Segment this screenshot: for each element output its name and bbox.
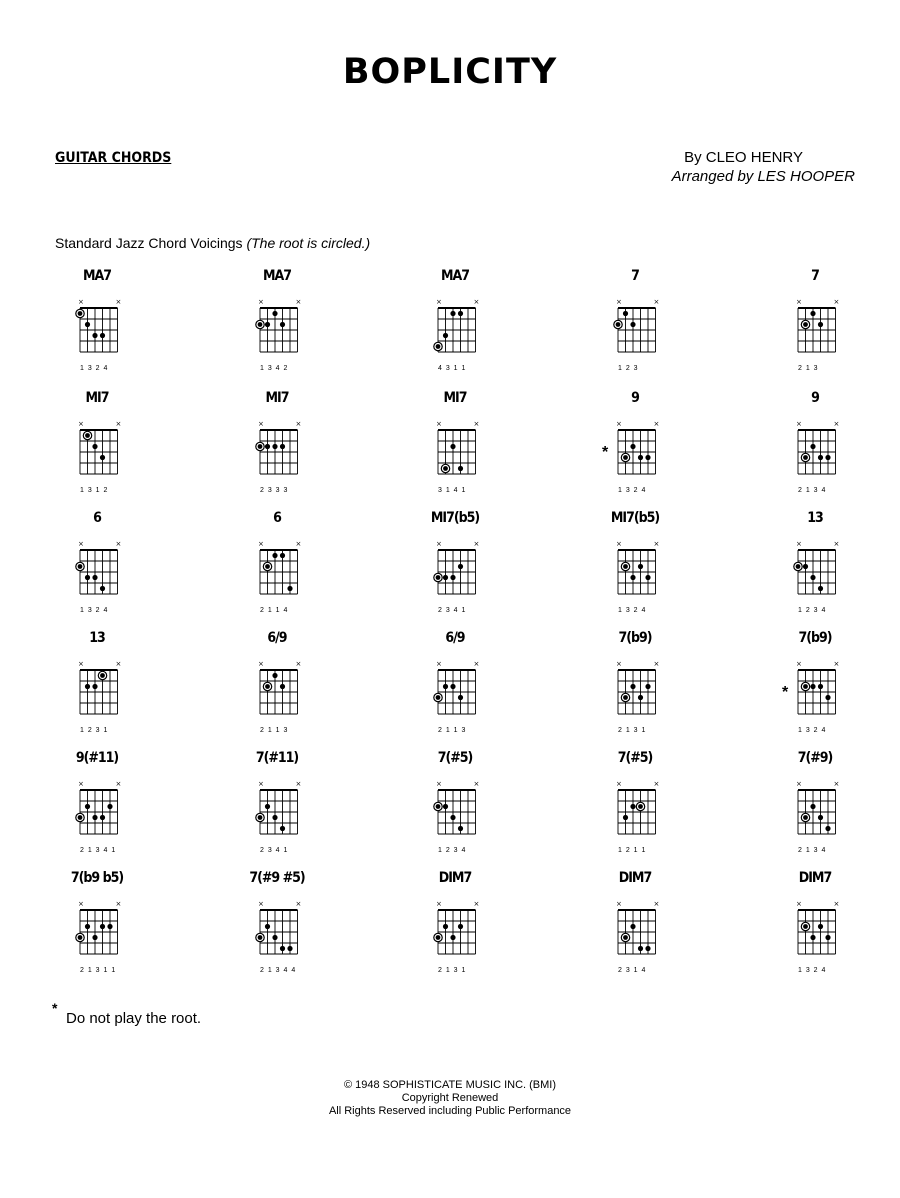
svg-text:×: × bbox=[78, 420, 84, 428]
chord-name: 9(#11) bbox=[75, 750, 119, 766]
chord-diagram bbox=[590, 750, 680, 860]
fretboard-grid bbox=[232, 630, 322, 730]
svg-text:×: × bbox=[295, 900, 302, 908]
svg-text:×: × bbox=[653, 420, 660, 428]
svg-text:×: × bbox=[436, 298, 442, 306]
svg-text:×: × bbox=[258, 298, 264, 306]
chord-diagram bbox=[52, 630, 142, 740]
svg-text:×: × bbox=[78, 900, 84, 908]
fretboard-grid bbox=[590, 390, 680, 490]
svg-text:×: × bbox=[295, 298, 302, 306]
chord-diagram bbox=[770, 870, 860, 980]
svg-text:×: × bbox=[833, 420, 840, 428]
fretboard-grid bbox=[410, 510, 500, 610]
svg-text:×: × bbox=[833, 540, 840, 548]
fretboard-grid bbox=[770, 750, 860, 850]
voicing-note-main: Standard Jazz Chord Voicings bbox=[55, 235, 243, 251]
fretboard-grid bbox=[232, 268, 322, 368]
svg-text:×: × bbox=[258, 780, 264, 788]
svg-text:×: × bbox=[115, 540, 122, 548]
fretboard-grid bbox=[52, 510, 142, 610]
svg-text:×: × bbox=[115, 900, 122, 908]
chord-diagram bbox=[52, 390, 142, 500]
svg-text:×: × bbox=[258, 900, 264, 908]
svg-text:×: × bbox=[436, 420, 442, 428]
footnote-text: Do not play the root. bbox=[66, 1010, 202, 1027]
svg-text:×: × bbox=[115, 298, 122, 306]
fretboard-grid bbox=[52, 390, 142, 490]
arranger-credit: Arranged by LES HOOPER bbox=[671, 168, 855, 185]
chord-diagram bbox=[410, 390, 500, 500]
copyright-line-1: © 1948 SOPHISTICATE MUSIC INC. (BMI) bbox=[343, 1079, 557, 1091]
svg-text:×: × bbox=[796, 420, 802, 428]
svg-text:×: × bbox=[295, 660, 302, 668]
fretboard-grid bbox=[232, 510, 322, 610]
svg-text:×: × bbox=[796, 780, 802, 788]
fretboard-grid bbox=[410, 390, 500, 490]
chord-name: 7(#9) bbox=[797, 750, 833, 766]
voicing-note-paren: (The root is circled.) bbox=[246, 235, 371, 251]
chord-fingering: 1 2 1 1 bbox=[618, 847, 647, 854]
chord-diagram bbox=[52, 870, 142, 980]
chord-name: 7(#11) bbox=[255, 750, 299, 766]
chord-fingering: 2 3 4 1 bbox=[438, 607, 467, 614]
svg-text:×: × bbox=[796, 298, 802, 306]
chord-fingering: 1 3 1 2 bbox=[80, 487, 109, 494]
fretboard-grid bbox=[52, 750, 142, 850]
chord-name: DIM7 bbox=[438, 870, 472, 886]
fretboard-grid bbox=[52, 268, 142, 368]
svg-text:×: × bbox=[653, 660, 660, 668]
chord-diagram bbox=[590, 630, 680, 740]
fretboard-grid bbox=[770, 510, 860, 610]
fretboard-grid bbox=[52, 630, 142, 730]
chord-diagram bbox=[232, 510, 322, 620]
svg-text:×: × bbox=[833, 780, 840, 788]
chord-diagram bbox=[232, 630, 322, 740]
chord-fingering: 1 3 4 2 bbox=[260, 365, 289, 372]
chord-fingering: 1 3 2 4 bbox=[798, 967, 827, 974]
svg-text:×: × bbox=[833, 660, 840, 668]
chord-diagram bbox=[770, 750, 860, 860]
fretboard-grid bbox=[590, 268, 680, 368]
svg-text:×: × bbox=[258, 420, 264, 428]
chord-fingering: 1 3 2 4 bbox=[798, 727, 827, 734]
chord-diagram bbox=[770, 390, 860, 500]
chord-name: 7(#5) bbox=[617, 750, 653, 766]
copyright-line-3: All Rights Reserved including Public Performance bbox=[328, 1105, 572, 1117]
fretboard-grid bbox=[590, 870, 680, 970]
svg-text:×: × bbox=[653, 780, 660, 788]
chord-diagram bbox=[770, 630, 860, 740]
chord-name: 7 bbox=[631, 268, 639, 284]
chord-diagram bbox=[590, 510, 680, 620]
svg-text:×: × bbox=[78, 540, 84, 548]
svg-text:×: × bbox=[616, 298, 622, 306]
chord-diagram bbox=[232, 870, 322, 980]
svg-text:×: × bbox=[616, 540, 622, 548]
svg-text:×: × bbox=[616, 420, 622, 428]
svg-text:×: × bbox=[616, 900, 622, 908]
chord-name: MA7 bbox=[82, 268, 112, 284]
chord-fingering: 3 1 4 1 bbox=[438, 487, 467, 494]
chord-fingering: 4 3 1 1 bbox=[438, 365, 467, 372]
chord-diagram bbox=[590, 268, 680, 378]
chord-fingering: 2 1 1 3 bbox=[260, 727, 289, 734]
svg-text:×: × bbox=[436, 900, 442, 908]
svg-text:×: × bbox=[473, 900, 480, 908]
svg-text:×: × bbox=[616, 780, 622, 788]
svg-text:×: × bbox=[473, 420, 480, 428]
chord-name: MI7 bbox=[443, 390, 467, 406]
chord-name: 13 bbox=[807, 510, 823, 526]
chord-fingering: 2 1 3 1 1 bbox=[80, 967, 117, 974]
chord-diagram bbox=[232, 268, 322, 378]
fretboard-grid bbox=[410, 870, 500, 970]
chord-name: 13 bbox=[89, 630, 105, 646]
chord-fingering: 2 1 1 4 bbox=[260, 607, 289, 614]
svg-text:×: × bbox=[473, 780, 480, 788]
chord-name: MA7 bbox=[262, 268, 292, 284]
fretboard-grid bbox=[590, 510, 680, 610]
svg-text:×: × bbox=[796, 900, 802, 908]
chord-fingering: 2 1 3 1 bbox=[438, 967, 467, 974]
chord-name: 9 bbox=[811, 390, 819, 406]
svg-text:×: × bbox=[115, 660, 122, 668]
chord-diagram bbox=[52, 750, 142, 860]
fretboard-grid bbox=[410, 630, 500, 730]
page-title: BOPLICITY bbox=[342, 52, 558, 92]
svg-text:×: × bbox=[258, 660, 264, 668]
svg-text:×: × bbox=[295, 420, 302, 428]
chord-fingering: 2 1 3 4 bbox=[798, 847, 827, 854]
svg-text:×: × bbox=[78, 298, 84, 306]
svg-text:×: × bbox=[295, 780, 302, 788]
chord-fingering: 1 2 3 4 bbox=[798, 607, 827, 614]
voicing-note bbox=[55, 235, 370, 251]
chord-diagram bbox=[232, 750, 322, 860]
chord-diagram bbox=[410, 268, 500, 378]
chord-diagram bbox=[52, 510, 142, 620]
no-root-mark: * bbox=[782, 684, 789, 701]
chord-fingering: 2 1 3 4 1 bbox=[80, 847, 117, 854]
chord-fingering: 1 3 2 4 bbox=[618, 607, 647, 614]
chord-name: MI7(b5) bbox=[430, 510, 480, 526]
fretboard-grid bbox=[770, 630, 860, 730]
chord-name: MI7 bbox=[265, 390, 289, 406]
chord-fingering: 2 1 3 4 bbox=[798, 487, 827, 494]
chord-fingering: 1 2 3 4 bbox=[438, 847, 467, 854]
chord-diagram bbox=[410, 750, 500, 860]
chord-name: 6 bbox=[273, 510, 281, 526]
chord-diagram bbox=[590, 390, 680, 500]
svg-text:×: × bbox=[78, 660, 84, 668]
fretboard-grid bbox=[590, 750, 680, 850]
chord-name: 6/9 bbox=[445, 630, 465, 646]
svg-text:×: × bbox=[436, 540, 442, 548]
svg-text:×: × bbox=[473, 660, 480, 668]
chord-fingering: 1 3 2 4 bbox=[80, 607, 109, 614]
credits bbox=[672, 148, 855, 186]
fretboard-grid bbox=[590, 630, 680, 730]
fretboard-grid bbox=[770, 390, 860, 490]
chord-name: 7 bbox=[811, 268, 819, 284]
chord-fingering: 2 3 1 4 bbox=[618, 967, 647, 974]
composer-credit: By CLEO HENRY bbox=[684, 149, 803, 166]
part-label: GUITAR CHORDS bbox=[55, 150, 172, 166]
chord-fingering: 1 2 3 1 bbox=[80, 727, 109, 734]
no-root-mark: * bbox=[602, 444, 609, 461]
chord-diagram bbox=[770, 510, 860, 620]
fretboard-grid bbox=[410, 750, 500, 850]
fretboard-grid bbox=[232, 750, 322, 850]
svg-text:×: × bbox=[436, 780, 442, 788]
fretboard-grid bbox=[410, 268, 500, 368]
chord-name: 6 bbox=[93, 510, 101, 526]
svg-text:×: × bbox=[258, 540, 264, 548]
chord-name: MI7(b5) bbox=[610, 510, 660, 526]
svg-text:×: × bbox=[473, 540, 480, 548]
chord-diagram bbox=[770, 268, 860, 378]
svg-text:×: × bbox=[796, 540, 802, 548]
svg-text:×: × bbox=[436, 660, 442, 668]
chord-diagram bbox=[410, 510, 500, 620]
svg-text:×: × bbox=[833, 298, 840, 306]
svg-text:×: × bbox=[115, 420, 122, 428]
svg-text:×: × bbox=[473, 298, 480, 306]
chord-diagram bbox=[590, 870, 680, 980]
svg-text:×: × bbox=[653, 298, 660, 306]
svg-text:×: × bbox=[653, 540, 660, 548]
chord-name: 6/9 bbox=[267, 630, 287, 646]
chord-fingering: 2 3 3 3 bbox=[260, 487, 289, 494]
svg-text:×: × bbox=[115, 780, 122, 788]
chord-diagram bbox=[232, 390, 322, 500]
chord-fingering: 1 3 2 4 bbox=[80, 365, 109, 372]
chord-fingering: 2 3 4 1 bbox=[260, 847, 289, 854]
chord-name: 7(#5) bbox=[437, 750, 473, 766]
chord-name: 7(b9 b5) bbox=[70, 870, 124, 886]
chord-diagram bbox=[410, 870, 500, 980]
fretboard-grid bbox=[52, 870, 142, 970]
svg-text:×: × bbox=[616, 660, 622, 668]
chord-name: 7(#9 #5) bbox=[249, 870, 305, 886]
svg-text:×: × bbox=[78, 780, 84, 788]
chord-fingering: 2 1 3 4 4 bbox=[260, 967, 297, 974]
chord-name: 7(b9) bbox=[798, 630, 832, 646]
copyright-notice bbox=[0, 1079, 900, 1118]
svg-text:×: × bbox=[796, 660, 802, 668]
chord-name: MA7 bbox=[440, 268, 470, 284]
copyright-line-2: Copyright Renewed bbox=[401, 1092, 499, 1104]
fretboard-grid bbox=[232, 870, 322, 970]
chord-name: 7(b9) bbox=[618, 630, 652, 646]
chord-fingering: 1 3 2 4 bbox=[618, 487, 647, 494]
chord-name: 9 bbox=[631, 390, 639, 406]
fretboard-grid bbox=[232, 390, 322, 490]
footnote-star: * bbox=[52, 1000, 58, 1016]
svg-text:×: × bbox=[653, 900, 660, 908]
fretboard-grid bbox=[770, 268, 860, 368]
chord-fingering: 1 2 3 bbox=[618, 365, 639, 372]
svg-text:×: × bbox=[295, 540, 302, 548]
chord-fingering: 2 1 3 bbox=[798, 365, 819, 372]
chord-name: MI7 bbox=[85, 390, 109, 406]
svg-text:×: × bbox=[833, 900, 840, 908]
chord-fingering: 2 1 3 1 bbox=[618, 727, 647, 734]
fretboard-grid bbox=[770, 870, 860, 970]
chord-diagram bbox=[52, 268, 142, 378]
chord-name: DIM7 bbox=[618, 870, 652, 886]
chord-fingering: 2 1 1 3 bbox=[438, 727, 467, 734]
chord-diagram bbox=[410, 630, 500, 740]
chord-name: DIM7 bbox=[798, 870, 832, 886]
